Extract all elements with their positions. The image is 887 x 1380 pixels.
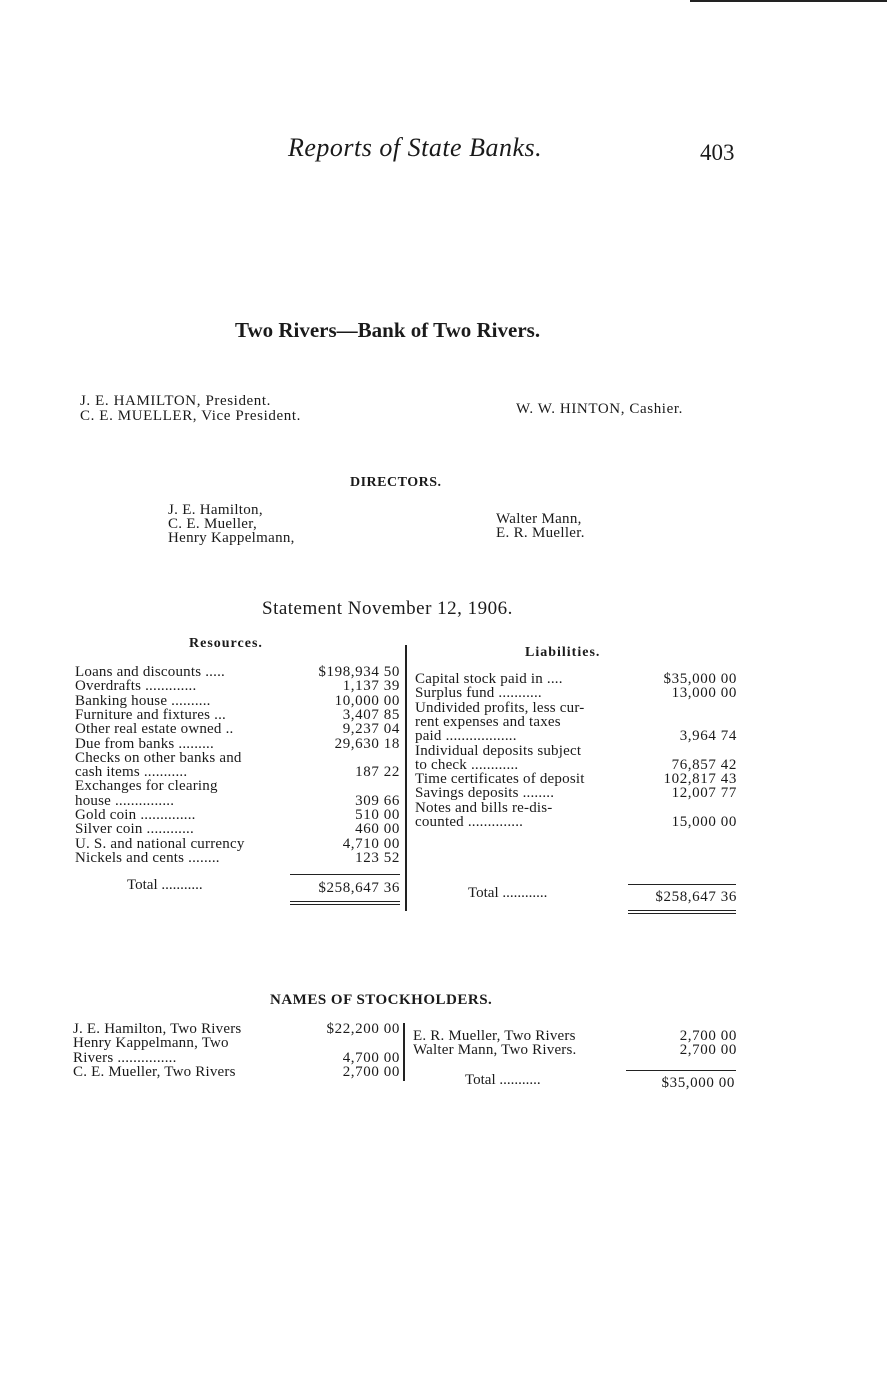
liability-row-label: Time certificates of deposit [415,771,585,788]
stockholder-row-amount: 2,700 00 [679,1042,737,1059]
liability-row-label: to check ............ [415,756,519,773]
liability-row-amount: 12,007 77 [671,785,737,802]
resource-row-amount: 10,000 00 [334,692,400,709]
liability-row-amount: 13,000 00 [671,685,737,702]
resource-row-label: Checks on other banks and [75,749,242,766]
total-rule [290,874,400,875]
officer-vice-president: C. E. MUELLER, Vice President. [80,408,301,424]
resource-row-label: Due from banks ......... [75,735,214,752]
resource-row-amount: 510 00 [355,807,400,823]
total-rule [626,1070,736,1071]
liability-row-amount: 76,857 42 [671,756,737,773]
resource-row-label: Banking house .......... [75,692,211,709]
liabilities-total-label: Total ............ [468,885,548,901]
bank-title: Two Rivers—Bank of Two Rivers. [235,318,541,342]
director-name: Henry Kappelmann, [168,530,295,546]
double-rule [290,904,400,905]
officer-cashier: W. W. HINTON, Cashier. [516,401,683,417]
resource-row-amount: 9,237 04 [342,721,400,738]
director-name: C. E. Mueller, [168,516,257,532]
stockholder-row-label: E. R. Mueller, Two Rivers [413,1028,576,1044]
liability-row-label: paid .................. [415,728,517,745]
stockholders-total-amount: $35,000 00 [661,1075,735,1091]
liabilities-total-amount: $258,647 36 [655,889,737,905]
top-rule [690,0,887,2]
liability-row-amount: 15,000 00 [671,814,737,830]
resource-row-amount: $198,934 50 [318,664,400,680]
total-rule [628,884,736,885]
resource-row-label: Other real estate owned .. [75,721,234,738]
stockholders-heading: NAMES OF STOCKHOLDERS. [270,992,493,1008]
resource-row-amount: 1,137 39 [342,678,400,695]
stockholder-row-label: Walter Mann, Two Rivers. [413,1042,577,1059]
directors-heading: DIRECTORS. [350,475,442,490]
resource-row-amount: 4,710 00 [342,835,400,852]
liability-row-label: Notes and bills re-dis- [415,799,553,816]
resource-row-amount: 187 22 [355,764,400,781]
director-name: J. E. Hamilton, [168,502,263,518]
resource-row-label: Overdrafts ............. [75,678,197,695]
statement-title: Statement November 12, 1906. [262,598,513,619]
page-number: 403 [700,140,735,165]
resource-row-label: cash items ........... [75,764,188,781]
resource-row-label: house ............... [75,792,175,809]
liability-row-label: Capital stock paid in .... [415,671,563,687]
resource-row-label: Loans and discounts ..... [75,664,225,680]
liability-row-amount: $35,000 00 [663,671,737,687]
column-divider [405,645,407,911]
resource-row-amount: 123 52 [355,849,400,866]
resource-row-label: Gold coin .............. [75,807,196,823]
resource-row-amount: 460 00 [355,821,400,838]
liability-row-label: Surplus fund ........... [415,685,542,702]
resource-row-label: Silver coin ............ [75,821,194,838]
stockholder-row-label: C. E. Mueller, Two Rivers [73,1063,236,1080]
stockholders-total-label: Total ........... [465,1072,541,1088]
resources-total-label: Total ........... [127,877,203,893]
double-rule [628,913,736,914]
resource-row-label: Furniture and fixtures ... [75,706,227,723]
stockholders-divider [403,1023,405,1081]
resource-row-amount: 309 66 [355,792,400,809]
stockholder-row-label: Henry Kappelmann, Two [73,1035,229,1052]
liability-row-label: Individual deposits subject [415,742,582,759]
double-rule [628,910,736,911]
resource-row-label: Exchanges for clearing [75,778,218,795]
liability-row-label: counted .............. [415,814,524,830]
liability-row-amount: 102,817 43 [663,771,737,788]
liabilities-heading: Liabilities. [525,645,601,660]
running-title: Reports of State Banks. [288,133,543,162]
stockholder-row-label: J. E. Hamilton, Two Rivers [73,1021,242,1037]
stockholder-row-amount: $22,200 00 [326,1021,400,1037]
resource-row-label: Nickels and cents ........ [75,849,220,866]
liability-row-amount: 3,964 74 [679,728,737,745]
liability-row-label: Undivided profits, less cur- [415,699,585,716]
stockholder-row-label: Rivers ............... [73,1049,177,1066]
stockholder-row-amount: 2,700 00 [679,1028,737,1044]
liability-row-label: Savings deposits ........ [415,785,555,802]
resource-row-label: U. S. and national currency [75,835,245,852]
stockholder-row-amount: 4,700 00 [342,1049,400,1066]
officer-president: J. E. HAMILTON, President. [80,393,272,409]
director-name: E. R. Mueller. [496,525,585,541]
resource-row-amount: 3,407 85 [342,706,400,723]
double-rule [290,901,400,902]
liability-row-label: rent expenses and taxes [415,713,561,730]
stockholder-row-amount: 2,700 00 [342,1063,400,1080]
resources-heading: Resources. [189,636,263,651]
resources-total-amount: $258,647 36 [318,880,400,896]
resource-row-amount: 29,630 18 [334,735,400,752]
director-name: Walter Mann, [496,511,582,527]
